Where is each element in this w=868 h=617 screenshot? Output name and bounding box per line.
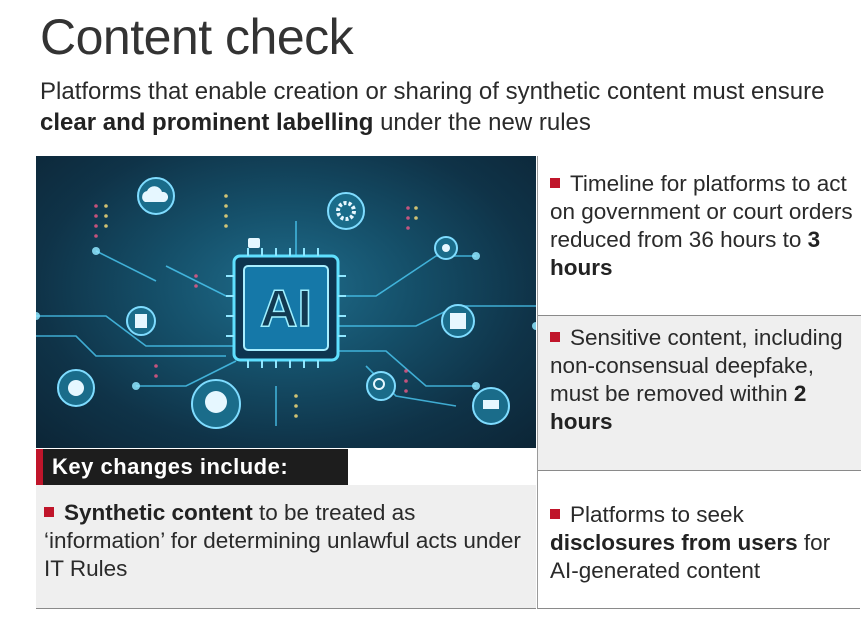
sensitive-item-text: Sensitive content, including non-consensual deepfake, must be removed within <box>550 325 843 406</box>
ai-circuit-illustration <box>36 156 536 448</box>
bullet-icon <box>550 509 560 519</box>
bullet-icon <box>44 507 54 517</box>
list-item <box>550 170 855 282</box>
timeline-item-bold: 3 hours <box>550 227 821 280</box>
synthetic-item-bold: Synthetic content <box>64 500 253 525</box>
bullet-icon <box>550 332 560 342</box>
list-item <box>550 324 850 436</box>
list-item <box>550 501 855 585</box>
page-title: Content check <box>40 9 354 65</box>
ai-head-icon <box>192 380 240 428</box>
cart-icon <box>473 388 509 424</box>
list-item <box>44 499 524 583</box>
synthetic-item-text: to be treated as ‘information’ for determining unlawful acts under IT Rules <box>44 500 521 581</box>
magnifier-icon <box>367 372 395 400</box>
key-changes-heading-bar <box>36 449 348 485</box>
disclosure-item-text-end: for AI-generated content <box>550 530 831 583</box>
list-icon <box>442 305 474 337</box>
key-change-sensitive-panel <box>538 315 861 471</box>
key-change-synthetic-panel <box>36 485 536 609</box>
document-icon <box>127 307 155 335</box>
disclosure-item-bold: disclosures from users <box>550 530 798 555</box>
ai-chip <box>226 248 346 368</box>
key-changes-heading: Key changes include: <box>52 454 289 479</box>
disclosure-item-text-start: Platforms to seek <box>570 502 744 527</box>
cloud-icon <box>138 178 174 214</box>
timeline-item-text: Timeline for platforms to act on government or court orders reduced from 36 hours to <box>550 171 853 252</box>
key-changes-right-column <box>537 156 860 609</box>
brain-icon <box>58 370 94 406</box>
settings-small-icon <box>435 237 457 259</box>
circuit-board-graphic <box>36 156 536 448</box>
thumbs-up-icon <box>248 238 260 248</box>
subtitle-text-end: under the new rules <box>373 109 591 136</box>
page-subtitle <box>40 76 860 138</box>
ai-chip-label: AI <box>260 280 312 338</box>
sensitive-item-bold: 2 hours <box>550 381 807 434</box>
subtitle-text-start: Platforms that enable creation or sharing of synthetic content must ensure <box>40 78 825 105</box>
heading-accent <box>36 449 43 485</box>
gear-icon <box>328 193 364 229</box>
subtitle-emphasis: clear and prominent labelling <box>40 109 374 136</box>
bullet-icon <box>550 178 560 188</box>
